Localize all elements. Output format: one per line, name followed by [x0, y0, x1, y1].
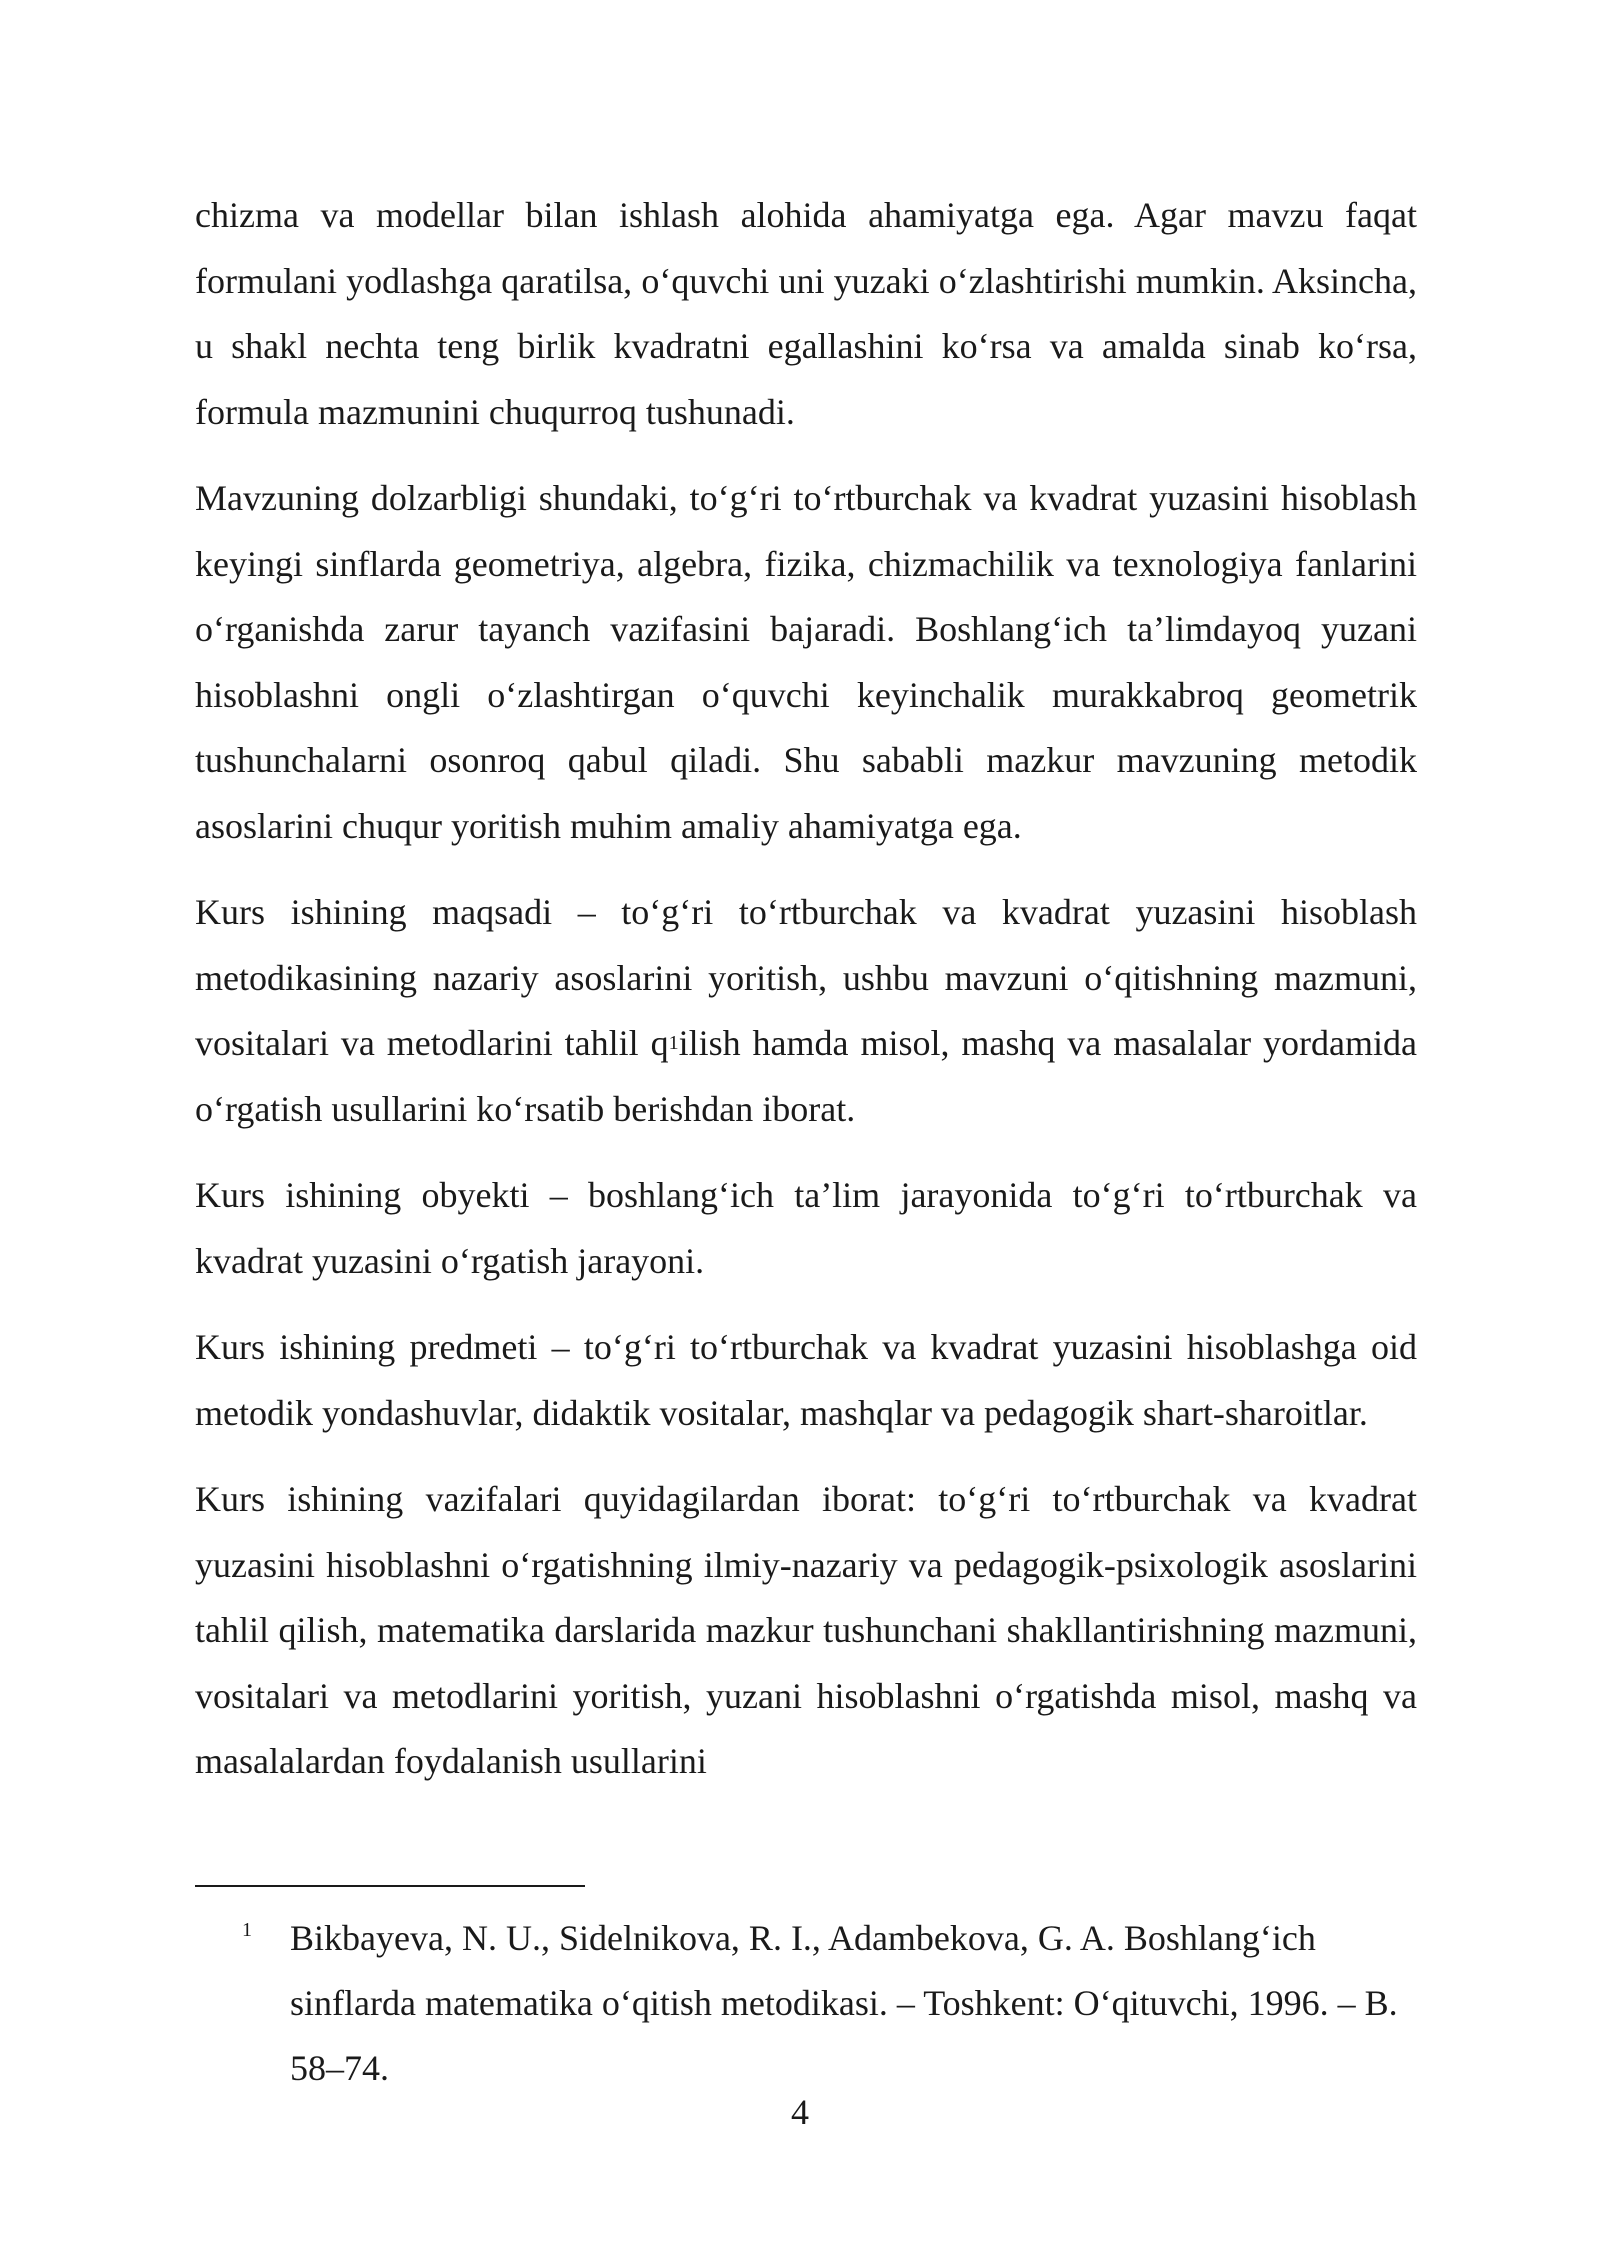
footnote-mark: 1: [242, 1919, 252, 1941]
footnote-separator: [195, 1885, 585, 1887]
paragraph-goal: [195, 880, 1417, 1142]
paragraph-intro: chizma va modellar bilan ishlash alohida ahamiyatga ega. Agar mavzu faqat formulani yodlashga qaratilsa, o‘quvchi uni yuzaki o‘zlashtirishi mumkin. Aksincha, u shakl nechta teng birlik kvadratni egallashini ko‘rsa va amalda sinab ko‘rsa, formula mazmunini chuqurroq tushunadi.: [195, 195, 1417, 432]
footnote: [242, 1906, 1417, 2101]
paragraph-subject: Kurs ishining predmeti – to‘g‘ri to‘rtburchak va kvadrat yuzasini hisoblashga oid metodik yondashuvlar, didaktik vositalar, mashqlar va pedagogik shart-sharoitlar.: [195, 1327, 1417, 1433]
paragraph-tasks: Kurs ishining vazifalari quyidagilardan iborat: to‘g‘ri to‘rtburchak va kvadrat yuzasini hisoblashni o‘rgatishning ilmiy-nazariy va pedagogik-psixologik asoslarini tahlil qilish, matematika darslarida mazkur tushunchani shakllantirishning mazmuni, vositalari va metodlarini yoritish, yuzani hisoblashni o‘rgatishda misol, mashq va masalalardan foydalanish usullarini: [195, 1479, 1417, 1781]
paragraph-object: Kurs ishining obyekti – boshlang‘ich ta’lim jarayonida to‘g‘ri to‘rtburchak va kvadrat yuzasini o‘rgatish jarayoni.: [195, 1175, 1417, 1281]
footnote-reference[interactable]: 1: [668, 1032, 679, 1054]
page-number: 4: [791, 2092, 809, 2132]
footnote-text: Bikbayeva, N. U., Sidelnikova, R. I., Adambekova, G. A. Boshlang‘ich sinflarda matematika o‘qitish metodikasi. – Toshkent: O‘qituvchi, 1996. – B. 58–74.: [290, 1918, 1398, 2088]
paragraph-goal-part-2: ilish hamda misol, mashq va masalalar yordamida o‘rgatish usullarini ko‘rsatib berishdan iborat.: [195, 1023, 1418, 1129]
paragraph-relevance: Mavzuning dolzarbligi shundaki, to‘g‘ri to‘rtburchak va kvadrat yuzasini hisoblash keyingi sinflarda geometriya, algebra, fizika, chizmachilik va texnologiya fanlarini o‘rganishda zarur tayanch vazifasini bajaradi. Boshlang‘ich ta’limdayoq yuzani hisoblashni ongli o‘zlashtirgan o‘quvchi keyinchalik murakkabroq geometrik tushunchalarni osonroq qabul qiladi. Shu sababli mazkur mavzuning metodik asoslarini chuqur yoritish muhim amaliy ahamiyatga ega.: [195, 478, 1417, 846]
paragraph-goal-part-1: Kurs ishining maqsadi – to‘g‘ri to‘rtburchak va kvadrat yuzasini hisoblash metodikasining nazariy asoslarini yoritish, ushbu mavzuni o‘qitishning mazmuni, vositalari va metodlarini tahlil q: [195, 892, 1417, 1063]
page-body: [195, 183, 1417, 1816]
